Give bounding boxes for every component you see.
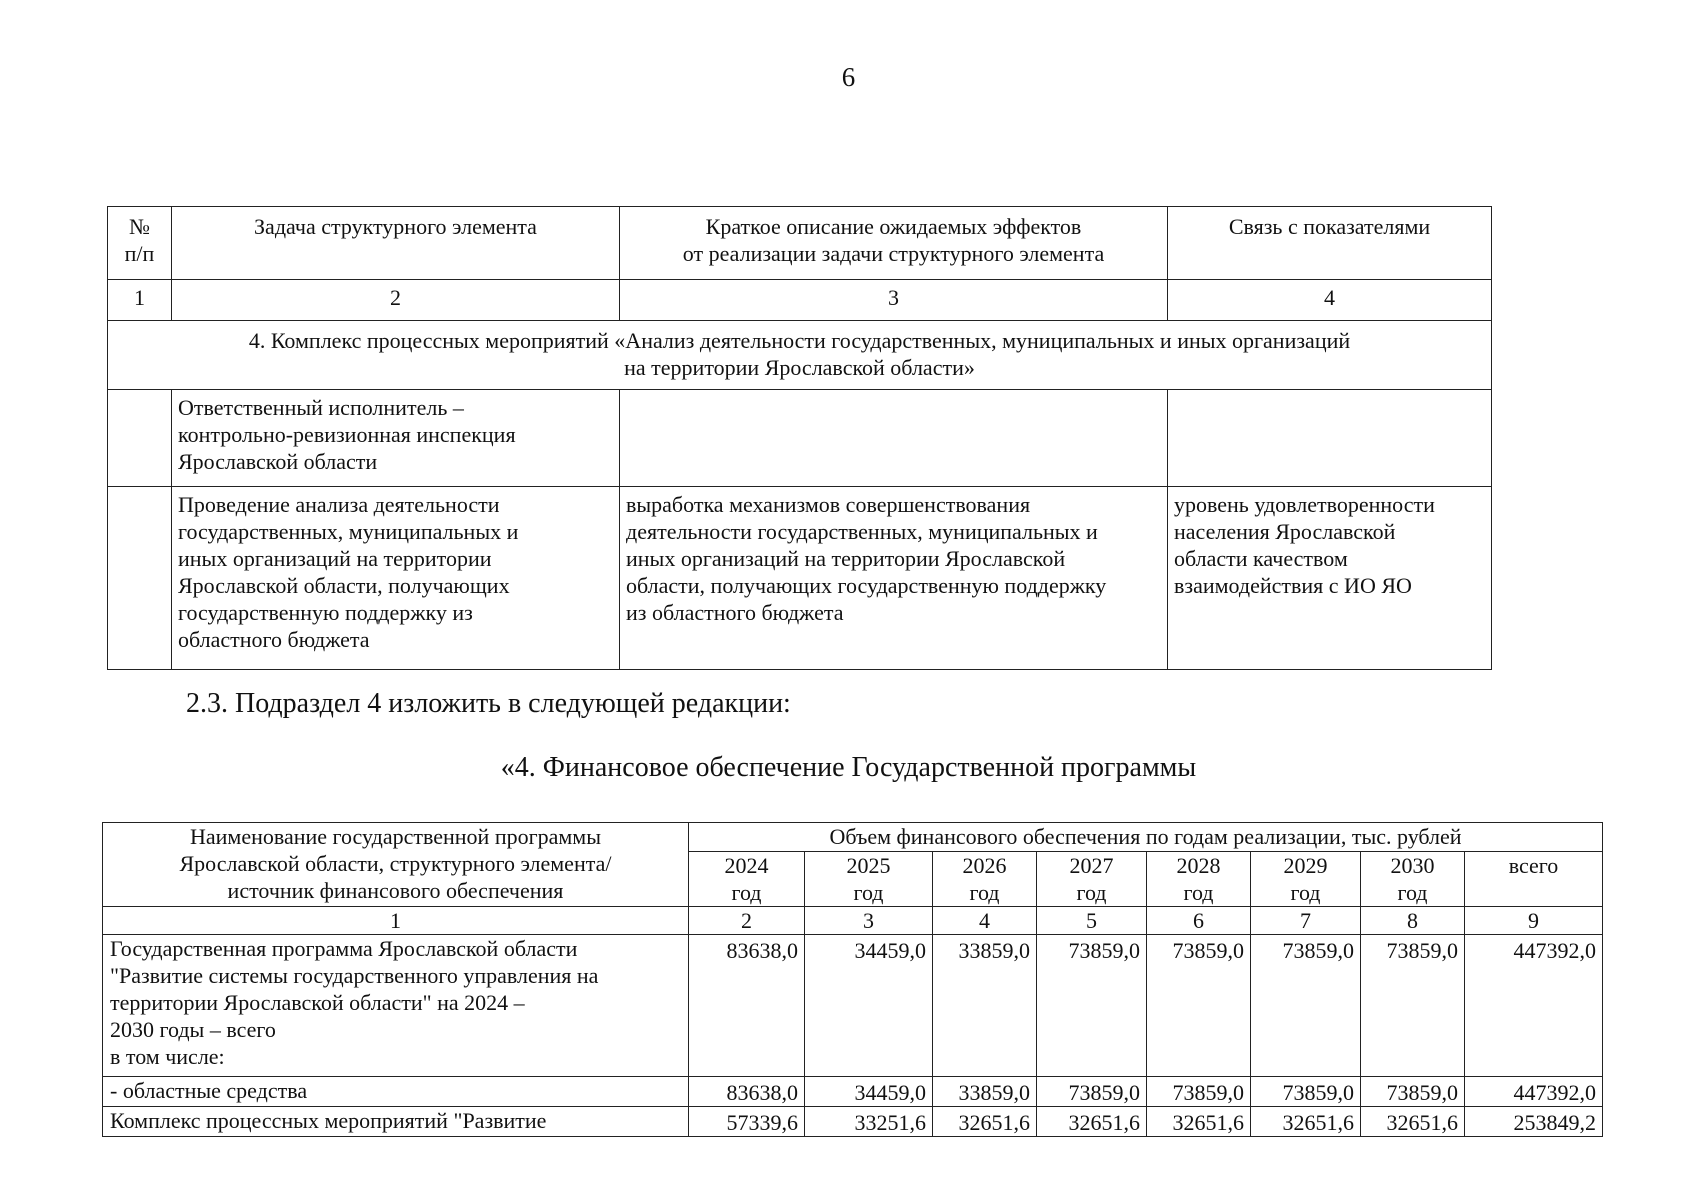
financing-table: [102, 822, 1603, 1137]
finance-header-row: [103, 823, 1603, 852]
row-value: 33859,0: [933, 1077, 1037, 1107]
row-name: - областные средства: [103, 1077, 689, 1107]
empty-cell: [620, 390, 1168, 487]
row-value: 32651,6: [1361, 1107, 1465, 1137]
row-name: Комплекс процессных мероприятий "Развитие: [103, 1107, 689, 1137]
row-total: 447392,0: [1465, 935, 1603, 1077]
column-number: 9: [1465, 907, 1603, 935]
column-number: 1: [108, 280, 172, 321]
row-value: 33251,6: [805, 1107, 933, 1137]
task-number: [108, 487, 172, 670]
column-number: 3: [805, 907, 933, 935]
year-header: 2029 год: [1251, 852, 1361, 907]
finance-number-row: [103, 907, 1603, 935]
column-number: 2: [689, 907, 805, 935]
row-value: 32651,6: [1037, 1107, 1147, 1137]
row-value: 73859,0: [1037, 935, 1147, 1077]
task-indicators: уровень удовлетворенности населения Ярославской области качеством взаимодействия с ИО ЯО: [1168, 487, 1492, 670]
year-header: 2030 год: [1361, 852, 1465, 907]
task-row: [108, 487, 1492, 670]
column-number: 2: [172, 280, 620, 321]
task-description: Проведение анализа деятельности государственных, муниципальных и иных организаций на территории Ярославской области, получающих государственную поддержку из областного бюджета: [172, 487, 620, 670]
task-effects: выработка механизмов совершенствования деятельности государственных, муниципальных и иных организаций на территории Ярославской области, получающих государственную поддержку из областного бюджета: [620, 487, 1168, 670]
row-value: 73859,0: [1251, 1077, 1361, 1107]
year-header: 2026 год: [933, 852, 1037, 907]
row-value: 73859,0: [1037, 1077, 1147, 1107]
column-number: 6: [1147, 907, 1251, 935]
table-row: [103, 1077, 1603, 1107]
row-value: 33859,0: [933, 935, 1037, 1077]
row-name: Государственная программа Ярославской области "Развитие системы государственного управления на территории Ярославской области" на 2024 – 2030 годы – всего в том числе:: [103, 935, 689, 1077]
total-header: всего: [1465, 852, 1603, 907]
row-value: 73859,0: [1251, 935, 1361, 1077]
table-row: [103, 935, 1603, 1077]
row-value: 83638,0: [689, 1077, 805, 1107]
row-value: 32651,6: [1147, 1107, 1251, 1137]
empty-cell: [108, 390, 172, 487]
column-number-row: [108, 280, 1492, 321]
row-value: 73859,0: [1361, 1077, 1465, 1107]
year-header: 2025 год: [805, 852, 933, 907]
row-value: 73859,0: [1361, 935, 1465, 1077]
row-total: 447392,0: [1465, 1077, 1603, 1107]
column-number: 1: [103, 907, 689, 935]
header-effects: Краткое описание ожидаемых эффектов от реализации задачи структурного элемента: [620, 207, 1168, 280]
header-number: № п/п: [108, 207, 172, 280]
row-value: 32651,6: [933, 1107, 1037, 1137]
page-number: 6: [841, 62, 856, 92]
amendment-heading: 2.3. Подраздел 4 изложить в следующей редакции:: [186, 688, 791, 719]
column-number: 8: [1361, 907, 1465, 935]
empty-cell: [1168, 390, 1492, 487]
row-value: 57339,6: [689, 1107, 805, 1137]
table-row: [103, 1107, 1603, 1137]
column-number: 4: [933, 907, 1037, 935]
column-number: 5: [1037, 907, 1147, 935]
column-number: 3: [620, 280, 1168, 321]
row-value: 83638,0: [689, 935, 805, 1077]
section-heading: «4. Финансовое обеспечение Государственной программы: [500, 752, 1197, 783]
row-value: 32651,6: [1251, 1107, 1361, 1137]
column-number: 7: [1251, 907, 1361, 935]
header-indicators: Связь с показателями: [1168, 207, 1492, 280]
row-total: 253849,2: [1465, 1107, 1603, 1137]
year-header: 2027 год: [1037, 852, 1147, 907]
row-value: 73859,0: [1147, 1077, 1251, 1107]
year-header: 2028 год: [1147, 852, 1251, 907]
row-value: 34459,0: [805, 1077, 933, 1107]
row-value: 73859,0: [1147, 935, 1251, 1077]
structural-elements-table: [107, 206, 1492, 670]
name-header: Наименование государственной программы Ярославской области, структурного элемента/ источник финансового обеспечения: [103, 823, 689, 907]
header-task: Задача структурного элемента: [172, 207, 620, 280]
section-row: [108, 321, 1492, 390]
row-value: 34459,0: [805, 935, 933, 1077]
responsible-row: [108, 390, 1492, 487]
table-header-row: [108, 207, 1492, 280]
volume-header: Объем финансового обеспечения по годам реализации, тыс. рублей: [689, 823, 1603, 852]
section-title: 4. Комплекс процессных мероприятий «Анализ деятельности государственных, муниципальных и иных организаций на территории Ярославской области»: [108, 321, 1492, 390]
year-header: 2024 год: [689, 852, 805, 907]
column-number: 4: [1168, 280, 1492, 321]
responsible-executor: Ответственный исполнитель – контрольно-ревизионная инспекция Ярославской области: [172, 390, 620, 487]
